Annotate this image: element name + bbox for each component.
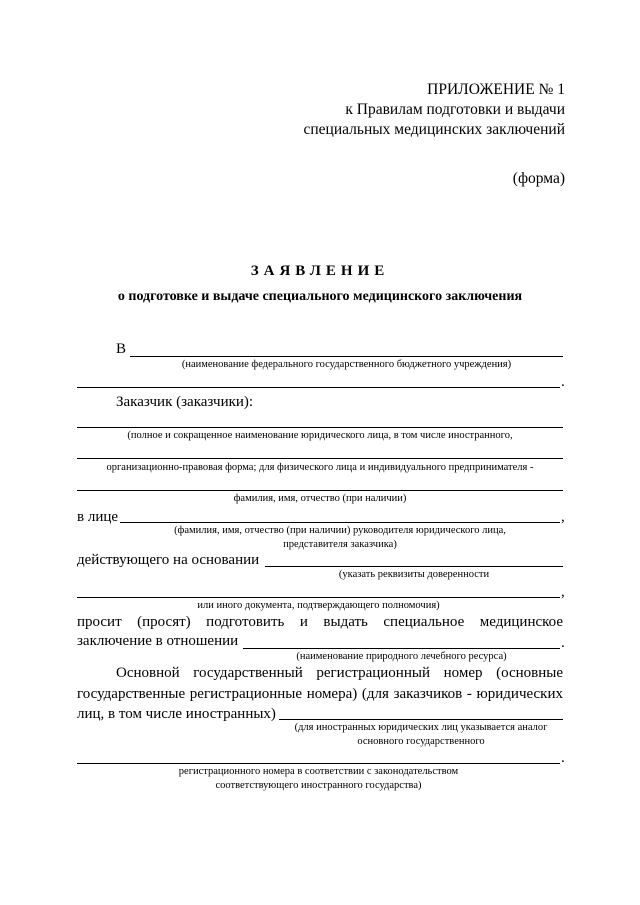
basis-comma: , — [561, 584, 565, 600]
reg-caption-2: основного государственного — [357, 736, 485, 747]
basis-line-2[interactable] — [77, 597, 560, 598]
to-institution-line[interactable] — [130, 356, 563, 357]
form-label: (форма) — [512, 170, 565, 187]
customer-caption-2: организационно-правовая форма; для физического лица и индивидуального предпринимателя - — [106, 462, 534, 473]
basis-caption-1: (указать реквизиты доверенности — [338, 569, 490, 580]
appendix-rules-line1: к Правилам подготовки и выдачи — [345, 101, 565, 118]
appendix-number: ПРИЛОЖЕНИЕ № 1 — [427, 81, 565, 98]
person-line[interactable] — [120, 522, 560, 523]
to-institution-line-2[interactable] — [77, 387, 560, 388]
customer-label: Заказчик (заказчики): — [116, 394, 254, 410]
customer-line-3[interactable] — [77, 490, 563, 491]
request-caption: (наименование природного лечебного ресурса) — [296, 651, 507, 662]
reg-caption-1: (для иностранных юридических лиц указывается аналог — [294, 722, 548, 733]
request-line-2: заключение в отношении — [77, 633, 239, 649]
person-prefix: в лице — [77, 509, 119, 525]
document-title: ЗАЯВЛЕНИЕ — [250, 263, 390, 279]
basis-caption-2: или иного документа, подтверждающего полномочия) — [197, 600, 440, 611]
reg-number-line-1[interactable] — [279, 719, 563, 720]
appendix-rules-line2: специальных медицинских заключений — [303, 121, 565, 138]
to-period: . — [561, 374, 565, 390]
reg-number-line-2[interactable] — [77, 763, 560, 764]
customer-caption-3: фамилия, имя, отчество (при наличии) — [233, 493, 407, 504]
document-subtitle: о подготовке и выдаче специального медицинского заключения — [117, 289, 523, 304]
reg-caption-4: соответствующего иностранного государства) — [215, 780, 422, 791]
reg-caption-3: регистрационного номера в соответствии с законодательством — [178, 766, 459, 777]
reg-line-3: лиц, в том числе иностранных) — [77, 706, 276, 722]
person-comma: , — [561, 509, 565, 525]
customer-line-2[interactable] — [77, 458, 563, 459]
appendix-header — [300, 80, 565, 140]
basis-prefix: действующего на основании — [77, 552, 260, 568]
person-caption-1: (фамилия, имя, отчество (при наличии) руководителя юридического лица, — [174, 525, 506, 536]
request-resource-line[interactable] — [243, 648, 560, 649]
to-prefix: В — [116, 341, 127, 357]
reg-period: . — [561, 750, 565, 766]
person-caption-2: представителя заказчика) — [283, 539, 397, 550]
customer-line-1[interactable] — [77, 427, 563, 428]
customer-caption-1: (полное и сокращенное наименование юридического лица, в том числе иностранного, — [127, 430, 513, 441]
request-period: . — [561, 635, 565, 651]
to-caption: (наименование федерального государственного бюджетного учреждения) — [181, 359, 512, 370]
request-line-1: просит (просят) подготовить и выдать специальное медицинское — [77, 614, 563, 630]
reg-line-2: государственные регистрационные номера) (для заказчиков - юридических — [77, 686, 563, 702]
reg-line-1: Основной государственный регистрационный номер (основные — [116, 665, 563, 681]
basis-line-1[interactable] — [265, 566, 563, 567]
